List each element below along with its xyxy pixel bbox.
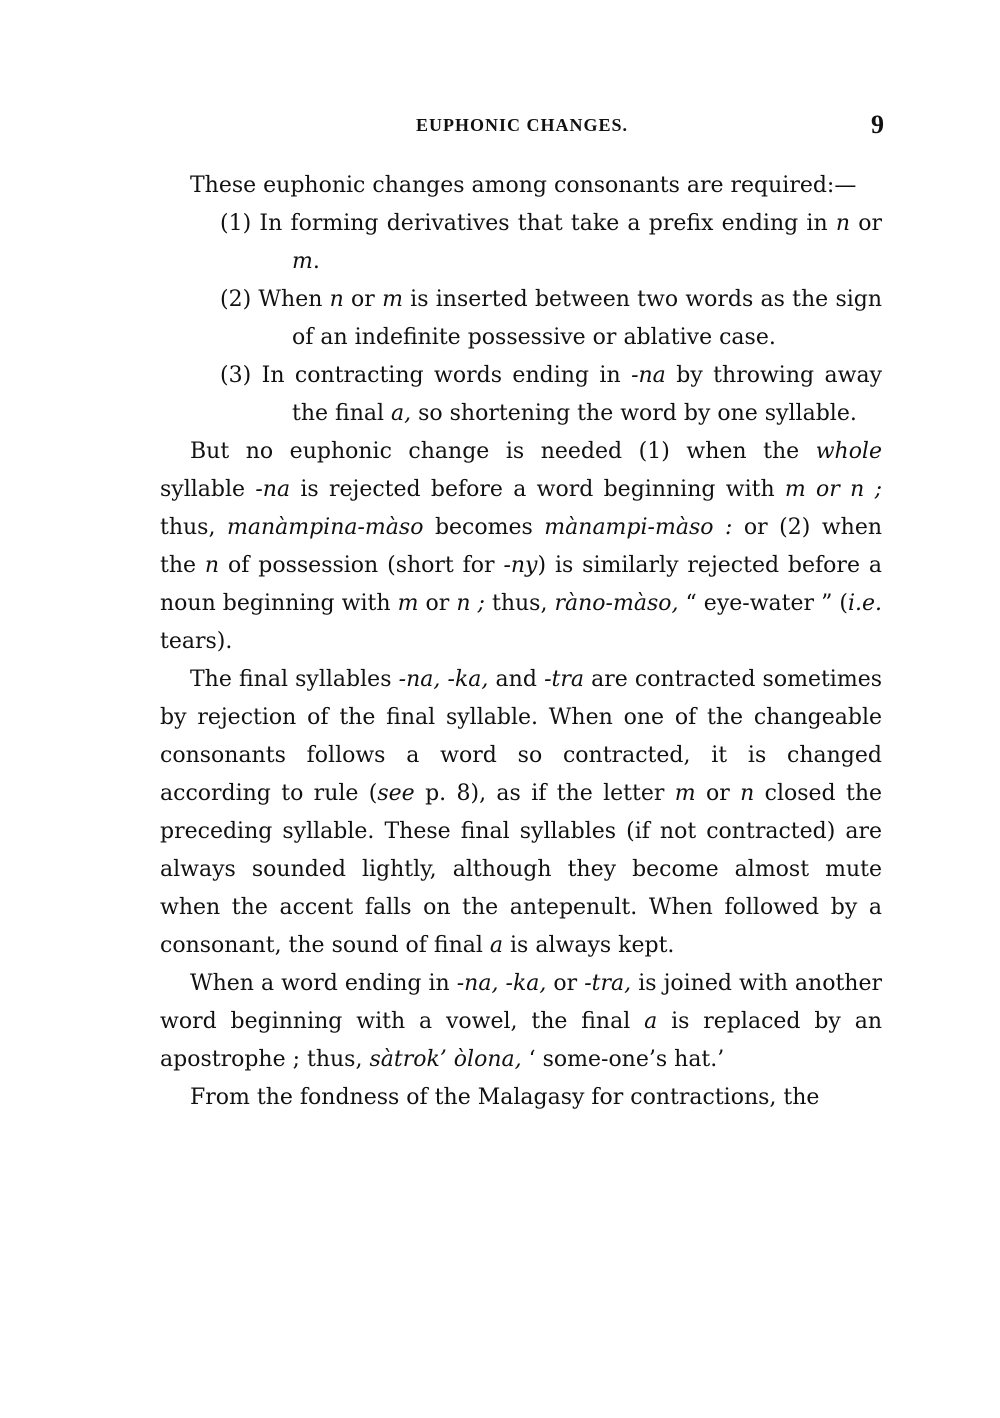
- rule-text: or: [850, 211, 882, 236]
- running-title: EUPHONIC CHANGES.: [415, 115, 629, 135]
- rules-list: [160, 205, 882, 433]
- text-run: or (2) when the: [160, 515, 883, 578]
- italic-run: -tra,: [584, 971, 632, 996]
- text-run: is always kept.: [503, 933, 675, 958]
- italic-run: -ny: [503, 553, 538, 578]
- text-run: or: [695, 781, 741, 806]
- page-number: 9: [871, 110, 884, 139]
- text-run: When a word ending in: [190, 971, 457, 996]
- text-run: becomes: [423, 515, 545, 540]
- text-run: is joined with another word beginning with a vowel, the final: [160, 971, 882, 1034]
- text-run: thus,: [160, 515, 227, 540]
- rule-text: In forming derivatives that take a prefix ending in: [259, 211, 836, 236]
- rule-text: so shortening the word by one syllable.: [411, 401, 857, 426]
- rule-italic: n: [835, 211, 851, 236]
- text-run: ‘ some-one’s hat.’: [521, 1047, 725, 1072]
- text-run: The final syllables: [190, 667, 399, 692]
- rule-text: is inserted between two words as the sign of an indefinite possessive or ablative case.: [292, 287, 883, 350]
- italic-run: n: [740, 781, 755, 806]
- rule-number: (3): [220, 363, 252, 388]
- rule-number: (2): [220, 287, 252, 312]
- rule-italic: -na: [631, 363, 666, 388]
- rule-item-1: [160, 205, 882, 281]
- text-run: or: [546, 971, 585, 996]
- italic-run: see: [377, 781, 415, 806]
- rule-item-3: [160, 357, 882, 433]
- rule-item-2: [160, 281, 882, 357]
- rule-text: or: [343, 287, 383, 312]
- rule-text: .: [312, 249, 320, 274]
- text-run: closed the preceding syllable. These final syllables (if not contracted) are always sounded lightly, although they become almost mute when the accent falls on the antepenult. When followed by a consonant, the sound of final: [160, 781, 883, 958]
- italic-run: i.e.: [847, 591, 882, 616]
- rule-italic: a,: [391, 401, 412, 426]
- italic-run: mànampi-màso :: [544, 515, 733, 540]
- text-run: [440, 667, 447, 692]
- text-run: thus,: [484, 591, 555, 616]
- italic-run: m: [674, 781, 696, 806]
- text-run: But no euphonic change is needed (1) when the: [190, 439, 816, 464]
- text-run: are contracted sometimes by rejection of the final syllable. When one of the changeable consonants follows a word so contracted, it is changed according to rule (: [160, 667, 883, 806]
- rule-text: When: [258, 287, 330, 312]
- paragraph-contractions: From the fondness of the Malagasy for contractions, the: [190, 1085, 820, 1110]
- rule-number: (1): [220, 211, 252, 236]
- rule-italic: m: [382, 287, 403, 312]
- paragraph-intro: These euphonic changes among consonants are required:—: [190, 173, 857, 198]
- text-run: tears).: [160, 629, 233, 654]
- rule-italic: m: [292, 249, 313, 274]
- italic-run: manàmpina-màso: [226, 515, 424, 540]
- paragraph-apostrophe: [160, 965, 882, 1079]
- italic-run: sàtrok’ òlona,: [369, 1047, 522, 1072]
- italic-run: -na,: [398, 667, 441, 692]
- rule-italic: n: [329, 287, 344, 312]
- italic-run: a: [489, 933, 504, 958]
- body-text: [160, 167, 882, 1117]
- italic-run: n ;: [456, 591, 485, 616]
- paragraph-no-change: [160, 433, 882, 661]
- text-run: syllable: [160, 477, 256, 502]
- italic-run: m or n ;: [784, 477, 882, 502]
- italic-run: -ka,: [447, 667, 489, 692]
- running-head: [160, 112, 884, 138]
- italic-run: -na: [255, 477, 291, 502]
- italic-run: whole: [815, 439, 882, 464]
- text-run: “ eye-water ” (: [678, 591, 848, 616]
- italic-run: a: [644, 1009, 658, 1034]
- text-run: ) is similarly rejected before a noun beginning with: [160, 553, 882, 616]
- italic-run: n: [204, 553, 220, 578]
- italic-run: m: [397, 591, 419, 616]
- text-run: is replaced by an apostrophe ; thus,: [160, 1009, 883, 1072]
- text-run: or: [418, 591, 457, 616]
- paragraph-final-syllables: [160, 661, 882, 965]
- text-run: p. 8), as if the letter: [414, 781, 675, 806]
- text-run: is rejected before a word beginning with: [290, 477, 785, 502]
- text-run: and: [488, 667, 545, 692]
- italic-run: -tra: [544, 667, 584, 692]
- italic-run: -na,: [456, 971, 499, 996]
- rule-text: In contracting words ending in: [261, 363, 632, 388]
- text-run: of possession (short for: [219, 553, 504, 578]
- italic-run: -ka,: [505, 971, 547, 996]
- text-run: [498, 971, 505, 996]
- rule-text: by throwing away the final: [292, 363, 883, 426]
- italic-run: ràno-màso,: [554, 591, 679, 616]
